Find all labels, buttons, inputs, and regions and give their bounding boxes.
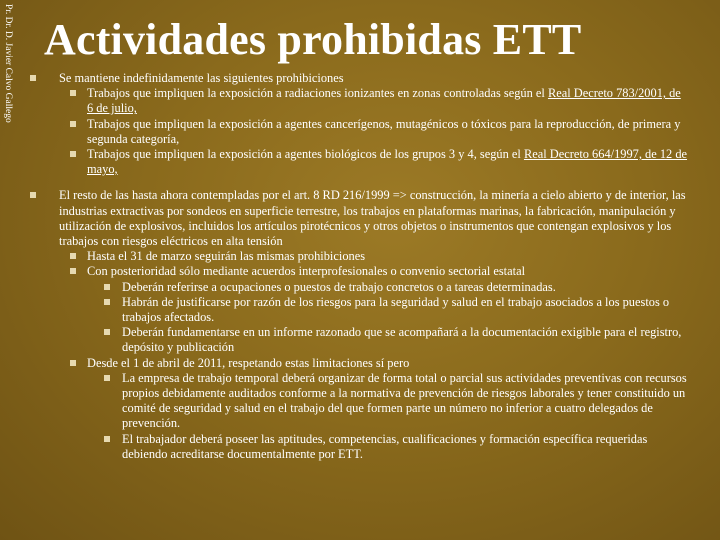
square-bullet-icon: [70, 121, 76, 127]
sub-sub-bullet-empresa: [30, 371, 690, 432]
square-bullet-icon: [70, 253, 76, 259]
sub-bullet-desde: [30, 356, 690, 371]
bullet-resto: [30, 188, 690, 249]
bullet-text: Deberán referirse a ocupaciones o puestos de trabajo concretos o a tareas determinadas.: [122, 279, 556, 294]
square-bullet-icon: [104, 436, 110, 442]
slide-title: Actividades prohibidas ETT: [44, 15, 582, 64]
real-decreto-664-link[interactable]: Real Decreto 664/1997, de 12 de mayo,: [87, 147, 688, 177]
square-bullet-icon: [104, 375, 110, 381]
bullet-text: Trabajos que impliquen la exposición a radiaciones ionizantes en zonas controladas según el: [87, 86, 548, 101]
sub-sub-bullet-trabajador: [30, 432, 690, 462]
square-bullet-icon: [104, 299, 110, 305]
sub-bullet-radiaciones: [30, 86, 690, 116]
square-bullet-icon: [70, 151, 76, 157]
bullet-prohibiciones: [30, 71, 690, 86]
square-bullet-icon: [70, 360, 76, 366]
bullet-text: El trabajador deberá poseer las aptitudes, competencias, cualificaciones y formación específica requeridas debiendo acreditarse documentalmente por ETT.: [122, 431, 648, 461]
square-bullet-icon: [70, 90, 76, 96]
square-bullet-icon: [30, 192, 36, 198]
square-bullet-icon: [104, 284, 110, 290]
sub-bullet-biologicos: [30, 147, 690, 177]
bullet-text: Habrán de justificarse por razón de los riesgos para la seguridad y salud en el trabajo asociados a los puestos o trabajos afectados.: [122, 294, 670, 325]
slide-content: [30, 71, 690, 462]
sub-sub-bullet-informe: [30, 325, 690, 355]
sub-sub-bullet-riesgos: [30, 295, 690, 325]
bullet-text: Hasta el 31 de marzo seguirán las mismas prohibiciones: [87, 249, 366, 264]
sub-bullet-cancerigenos: [30, 117, 690, 147]
bullet-text: Con posterioridad sólo mediante acuerdos interprofesionales o convenio sectorial estatal: [87, 264, 526, 279]
bullet-text: El resto de las hasta ahora contempladas por el art. 8 RD 216/1999 => construcción, la minería a cielo abierto y de interior, las industrias extractivas por sondeos en superficie terrestre, los trabajos en plataformas marinas, la fabricación, manipulación y utilización de explosivos, incluidos los artículos pirotécnicos y otros objetos o instrumentos que contengan explosivos y los trabajos con riesgos eléctricos en alta tensión: [59, 188, 686, 249]
real-decreto-783-link[interactable]: Real Decreto 783/2001, de 6 de julio,: [87, 86, 681, 116]
bullet-text: Desde el 1 de abril de 2011, respetando estas limitaciones sí pero: [87, 355, 410, 370]
square-bullet-icon: [104, 329, 110, 335]
bullet-text: Se mantiene indefinidamente las siguientes prohibiciones: [59, 71, 344, 85]
bullet-text: La empresa de trabajo temporal deberá organizar de forma total o parcial sus actividades preventivas con recursos propios debidamente auditados conforme a la normativa de prevención de riesgos laborales y tener constituido un comité de seguridad y salud en el trabajo del que formen parte un número no inferior a cuatro delegados de prevención.: [122, 370, 687, 431]
sub-sub-bullet-ocupaciones: [30, 280, 690, 295]
bullet-text: Trabajos que impliquen la exposición a agentes cancerígenos, mutagénicos o tóxicos para la reproducción, de primera y segunda categoría,: [87, 116, 681, 146]
sub-bullet-con-posterioridad: [30, 264, 690, 279]
square-bullet-icon: [70, 268, 76, 274]
bullet-text: Trabajos que impliquen la exposición a agentes biológicos de los grupos 3 y 4, según el: [87, 147, 524, 162]
side-author-label: Pr. Dr. D. Javier Calvo Gallego: [3, 4, 13, 123]
bullet-text: Deberán fundamentarse en un informe razonado que se acompañará a la documentación exigible para el registro, depósito y publicación: [122, 325, 682, 355]
square-bullet-icon: [30, 75, 36, 81]
sub-bullet-hasta: [30, 249, 690, 264]
